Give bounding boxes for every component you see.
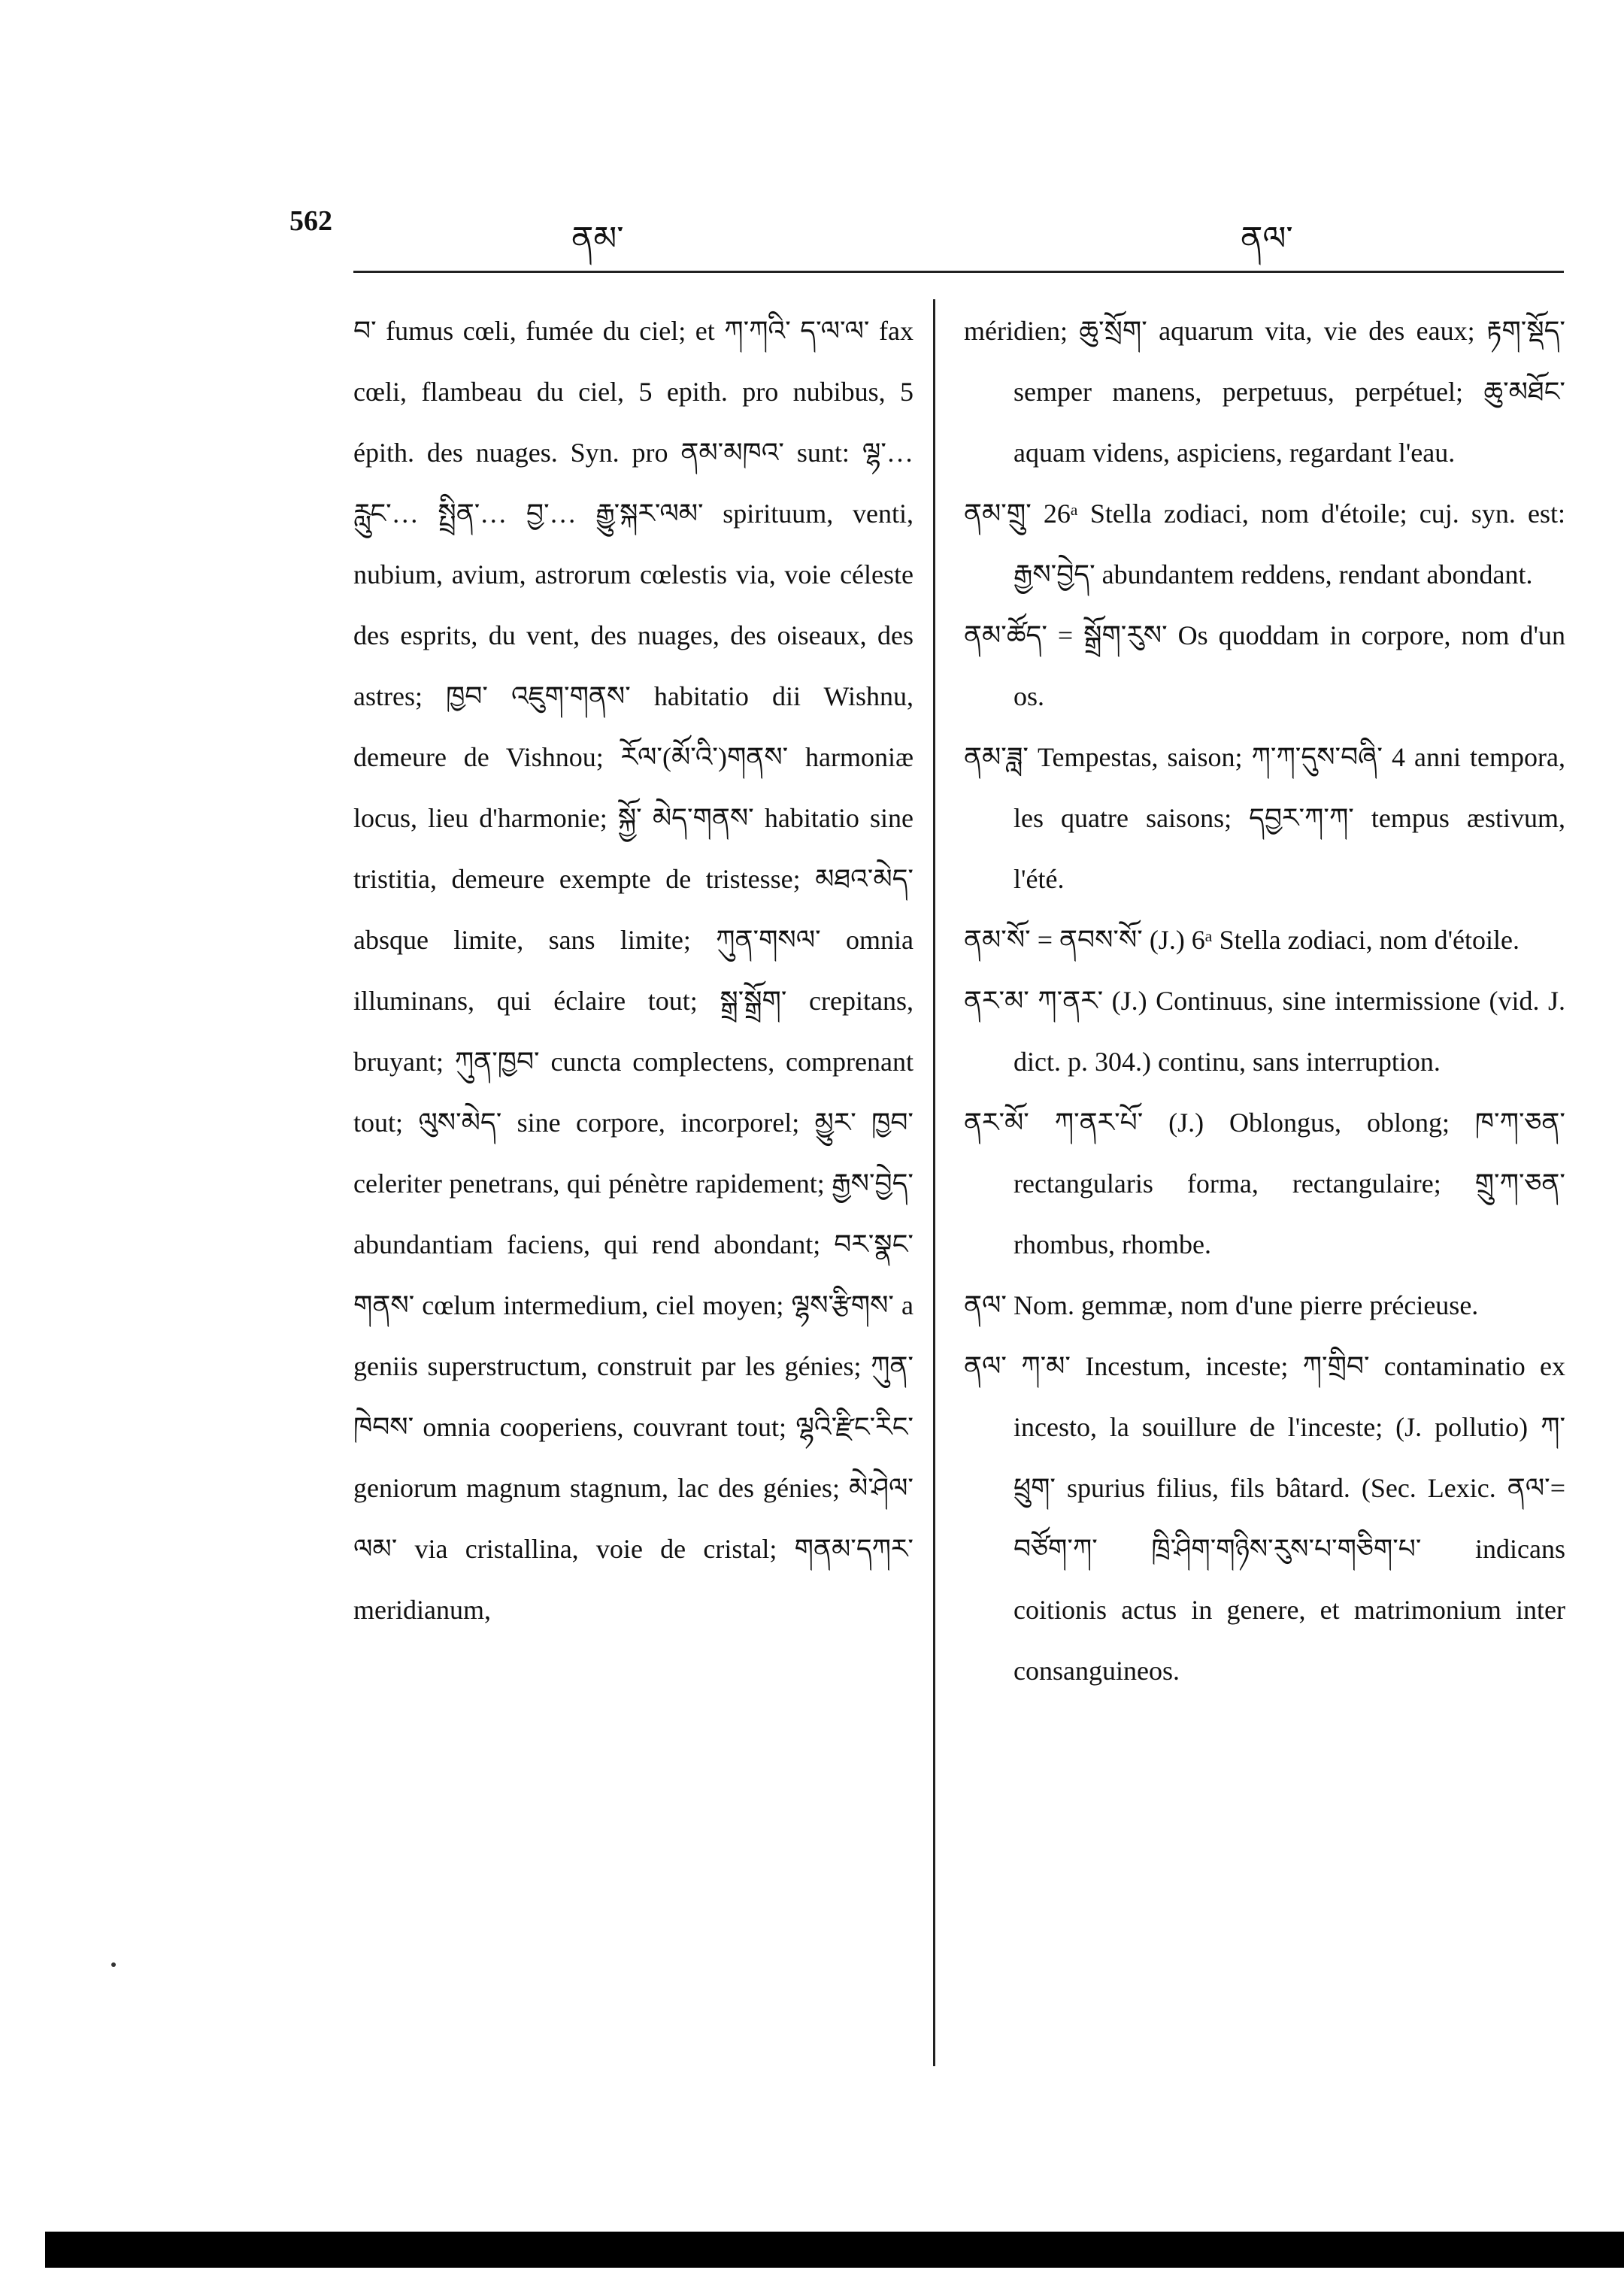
- running-head-right: ནལ་: [1241, 220, 1293, 258]
- right-column: [964, 301, 1565, 1702]
- dictionary-entry-continuation: བ་ fumus cœli, fumée du ciel; et ཀ་ཀའི་ ད་ལ་ལ་ fax cœli, flambeau du ciel, 5 epith. pro nubibus, 5 épith. des nuages. Syn. pro ནམ་མཁའ་ sunt: ལྷ་… རླུང་… སྤྲིན་… བྱ་… རྒྱུ་སྐར་ལམ་ spirituum, venti, nubium, avium, astrorum cœlestis via, voie céleste des esprits, du vent, des nuages, des oiseaux, des astres; ཁྱབ་ འཇུག་གནས་ habitatio dii Wishnu, demeure de Vishnou; རོལ་(མོ་འི་)གནས་ harmoniæ locus, lieu d'harmonie; སྐྱོ་ མེད་གནས་ habitatio sine tristitia, demeure exempte de tristesse; མཐའ་མེད་ absque limite, sans limite; ཀུན་གསལ་ omnia illuminans, qui éclaire tout; སྒྲ་སྒྲོག་ crepitans, bruyant; ཀུན་ཁྱབ་ cuncta complectens, comprenant tout; ལུས་མེད་ sine corpore, incorporel; མྱུར་ ཁྱབ་ celeriter penetrans, qui pénètre rapidement; རྒྱས་བྱེད་ abundantiam faciens, qui rend abondant; བར་སྣང་ གནས་ cœlum intermedium, ciel moyen; ལྷས་རྩིགས་ a geniis superstructum, construit par les génies; ཀུན་ཁེབས་ omnia cooperiens, couvrant tout; ལྷའི་རྫིང་རིང་ geniorum magnum stagnum, lac des génies; མེ་ཤེལ་ལམ་ via cristallina, voie de cristal; གནམ་དཀར་ meridianum,: [353, 316, 914, 1625]
- dictionary-entry: ནར་མོ་ ཀ་ནར་པོ་ (J.) Oblongus, oblong; ཁ་ཀ་ཅན་ rectangularis forma, rectangulaire; གྲུ་ཀ་ཅན་ rhombus, rhombe.: [964, 1108, 1565, 1259]
- page-number: 562: [289, 205, 332, 237]
- header-rule: [353, 271, 1564, 273]
- scan-mark: [111, 1962, 116, 1967]
- dictionary-entry: ནམ་ཟླ་ Tempestas, saison; ཀ་ཀ་དུས་བཞི་ 4 anni tempora, les quatre saisons; དབྱར་ཀ་ཀ་ tempus æstivum, l'été.: [964, 742, 1565, 894]
- scan-border-bar: [45, 2232, 1624, 2268]
- dictionary-entry: ནལ་ ཀ་མ་ Incestum, inceste; ཀ་གྲིབ་ contaminatio ex incesto, la souillure de l'inceste; (J. pollutio) ཀ་ཕྲུག་ spurius filius, fils bâtard. (Sec. Lexic. ནལ་= བཙོག་ཀ་ ཁྲི་ཤིག་གཉིས་རུས་པ་གཅིག་པ་ indicans coitionis actus in genere, et matrimonium inter consanguineos.: [964, 1351, 1565, 1686]
- dictionary-entry: méridien; ཆུ་སྲོག་ aquarum vita, vie des eaux; རྟག་སྡོད་ semper manens, perpetuus, perpétuel; ཆུ་མཐོང་ aquam videns, aspiciens, regardant l'eau.: [964, 316, 1565, 468]
- left-column: [353, 301, 914, 1641]
- dictionary-entry: ནམ་ཚོད་ = སྒྲོག་རུས་ Os quoddam in corpore, nom d'un os.: [964, 620, 1565, 711]
- dictionary-entry: ནར་མ་ ཀ་ནར་ (J.) Continuus, sine intermissione (vid. J. dict. p. 304.) continu, sans interruption.: [964, 986, 1565, 1077]
- dictionary-entry: ནམ་གྲུ་ 26ᵃ Stella zodiaci, nom d'étoile; cuj. syn. est: རྒྱས་བྱེད་ abundantem reddens, rendant abondant.: [964, 499, 1565, 589]
- dictionary-entry: ནལ་ Nom. gemmæ, nom d'une pierre précieuse.: [964, 1290, 1479, 1320]
- column-rule: [933, 299, 935, 2066]
- running-head-left: ནམ་: [571, 220, 624, 258]
- dictionary-entry: ནམ་སོ་ = ནབས་སོ་ (J.) 6ᵃ Stella zodiaci, nom d'étoile.: [964, 925, 1520, 955]
